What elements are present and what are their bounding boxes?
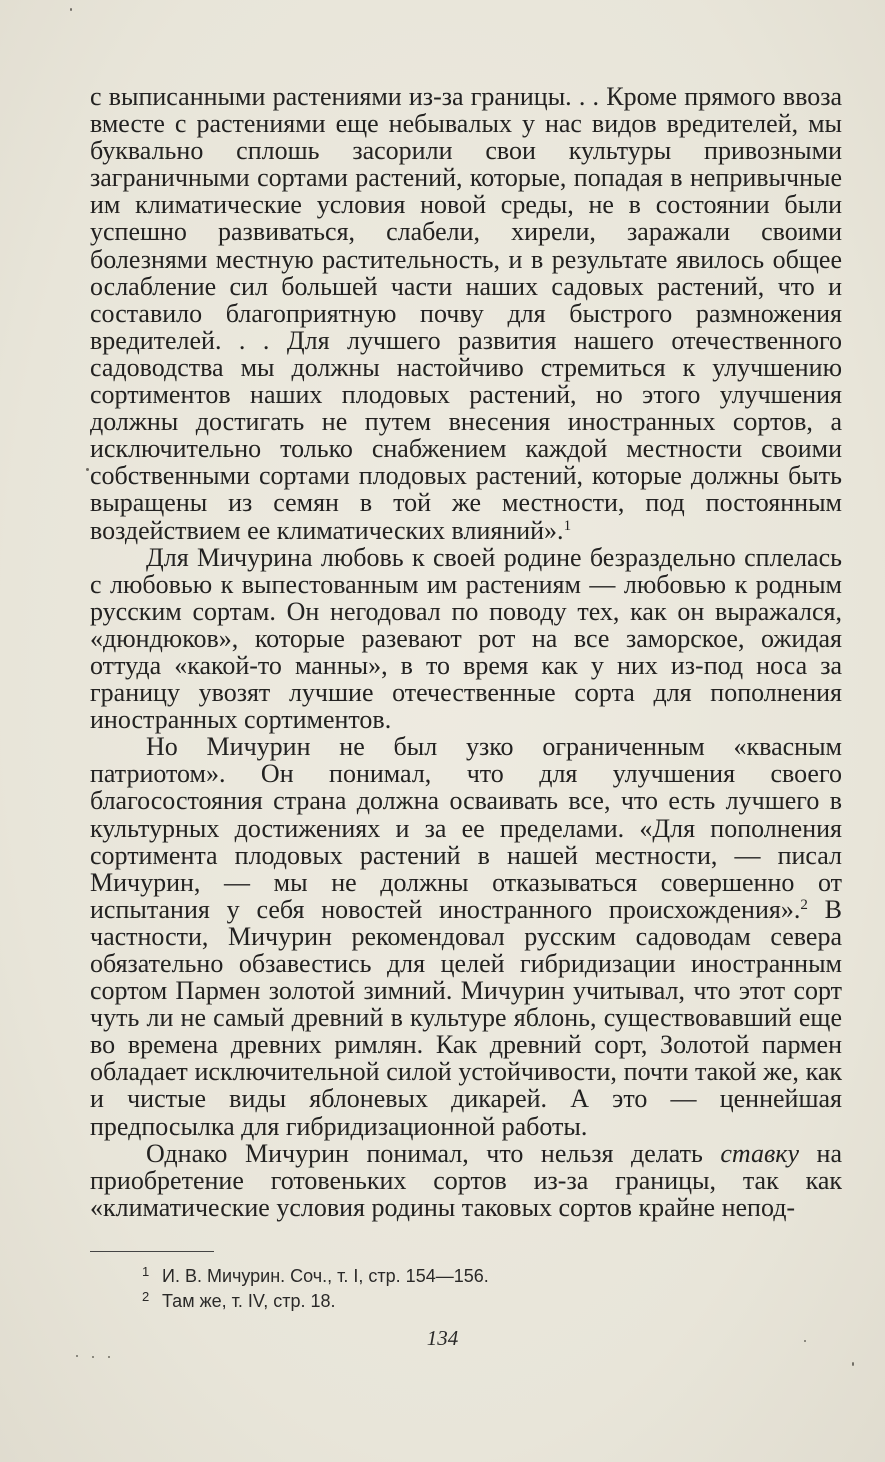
- paragraph-4: [90, 1140, 842, 1221]
- paper-speck: [76, 1355, 78, 1357]
- paragraph-1: [90, 83, 842, 544]
- paper-speck: [852, 1362, 854, 1366]
- footnote-1: 1 И. В. Мичурин. Соч., т. I, стр. 154—156.: [142, 1264, 489, 1286]
- body-text: [90, 83, 842, 1221]
- paper-speck: [804, 1340, 806, 1342]
- footnote-ref-2[interactable]: 2: [800, 896, 808, 913]
- page-number: 134: [426, 1326, 459, 1350]
- paragraph-3-text: Но Мичурин не был узко ограниченным «квасным патриотом». Он понимал, что для улучшения своего благосостояния страна должна осваивать все, что есть лучшего в культурных достижениях и за ее пределами. «Для пополнения сортимента плодовых растений в нашей местности, — писал Мичурин, — мы не должны отказываться совершенно от испытания у себя новостей иностранного происхождения».: [90, 732, 842, 924]
- paragraph-3: [90, 733, 842, 1139]
- footnote-ref-1[interactable]: 1: [563, 517, 572, 534]
- paragraph-4-text-after: на приобретение готовеньких сортов из-за границы, так как «климатические условия родины таковых сортов крайне непод-: [90, 1138, 842, 1222]
- paper-speck: [108, 1356, 110, 1358]
- footnotes: [142, 1264, 489, 1314]
- paper-speck: [92, 1356, 94, 1358]
- paragraph-2: [90, 544, 842, 734]
- paragraph-4-emphasis: ставку: [720, 1138, 799, 1168]
- footnote-2-text: Там же, т. IV, стр. 18.: [162, 1291, 336, 1311]
- paragraph-1-text: с выписанными растениями из-за границы. . . Кроме прямого ввоза вместе с растениями еще небывалых у нас видов вредителей, мы буквально сплошь засорили свои культуры привозными заграничными сортами растений, которые, попадая в непривычные им климатические условия новой среды, не в состоянии были успешно развиваться, слабели, хирели, заражали своими болезнями местную растительность, и в результате явилось общее ослабление сил большей части наших садовых растений, что и составило благоприятную почву для быстрого размножения вредителей. . . Для лучшего развития нашего отечественного садоводства мы должны настойчиво стремиться к улучшению сортиментов наших плодовых растений, но этого улучшения должны достигать не путем внесения иностранных сортов, а исключительно только снабжением каждой местности своими собственными сортами плодовых растений, которые должны быть выращены из семян в той же местности, под постоянным воздействием ее климатических влияний».: [90, 82, 842, 545]
- paper-speck: [86, 468, 89, 471]
- footnote-1-text: И. В. Мичурин. Соч., т. I, стр. 154—156.: [162, 1266, 489, 1286]
- footnote-divider: [90, 1251, 214, 1252]
- paper-speck: [70, 8, 72, 11]
- paragraph-2-text: Для Мичурина любовь к своей родине безраздельно сплелась с любовью к выпестованным им растениям — любовью к родным русским сортам. Он негодовал по поводу тех, как он выражался, «дюндюков», которые разевают рот на все заморское, ожидая оттуда «какой-то манны», в то время как у них из-под носа за границу увозят лучшие отечественные сорта для пополнения иностранных сортиментов.: [90, 542, 842, 735]
- footnote-2: 2 Там же, т. IV, стр. 18.: [142, 1289, 336, 1311]
- paragraph-3-text-after: В частности, Мичурин рекомендовал русским садоводам севера обязательно обзавестись для целей гибридизации иностранным сортом Пармен золотой зимний. Мичурин учитывал, что этот сорт чуть ли не самый древний в культуре яблонь, существовавший еще во времена древних римлян. Как древний сорт, Золотой пармен обладает исключительной силой устойчивости, почти такой же, как и чистые виды яблоневых дикарей. А это — ценнейшая предпосылка для гибридизационной работы.: [90, 894, 842, 1141]
- paragraph-4-text: Однако Мичурин понимал, что нельзя делать: [146, 1138, 703, 1168]
